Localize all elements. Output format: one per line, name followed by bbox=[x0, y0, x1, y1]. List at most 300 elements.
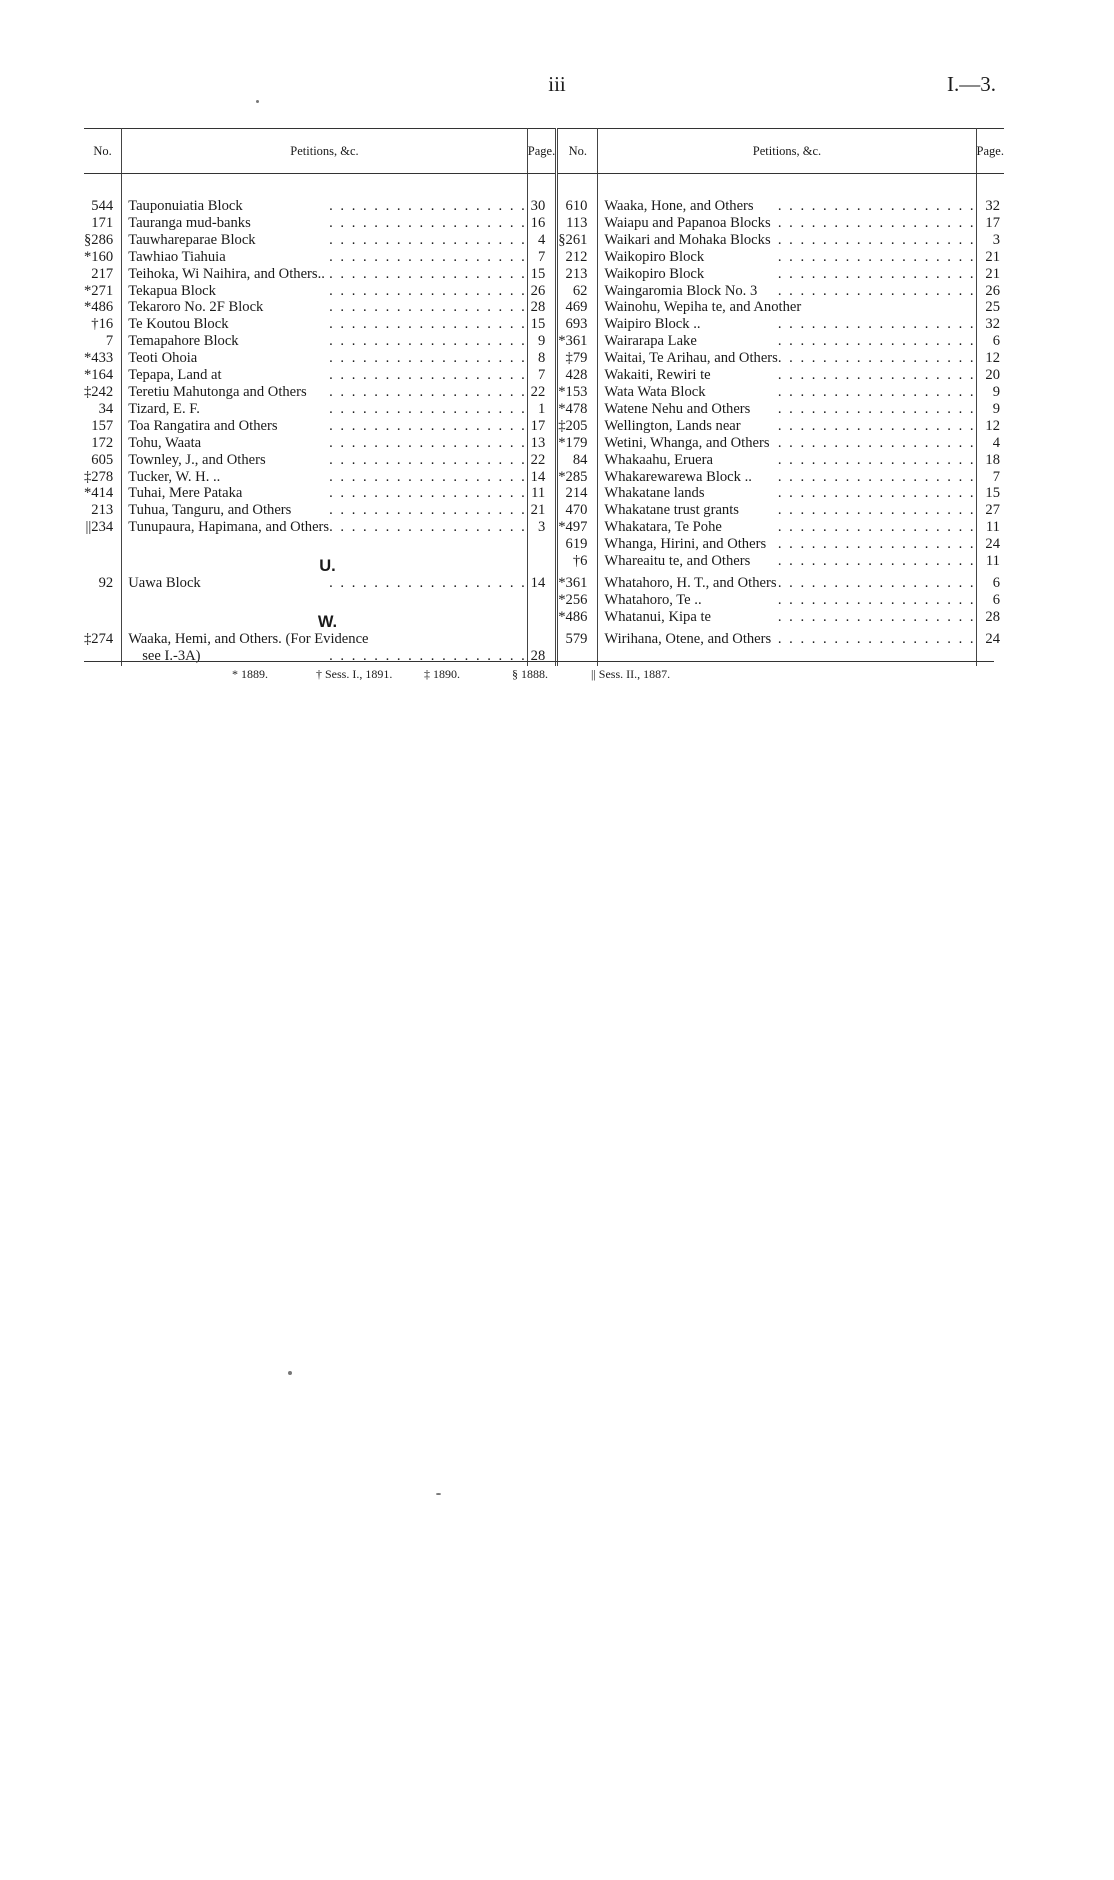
table-row bbox=[84, 249, 1004, 266]
table-row bbox=[84, 631, 1004, 648]
dot-leader: . . . . . . . . . . . . . . . . . . bbox=[777, 400, 976, 417]
entry-title: Tohu, Waata bbox=[128, 434, 202, 451]
entry-number: ‡242 bbox=[84, 384, 122, 401]
entry-title: Waingaromia Block No. 3 bbox=[604, 282, 758, 299]
table-row bbox=[84, 266, 1004, 283]
entry-title: Whatahoro, Te .. bbox=[604, 591, 702, 608]
entry-petition bbox=[122, 266, 528, 283]
entry-line bbox=[604, 609, 975, 626]
entry-number: *164 bbox=[84, 367, 122, 384]
entry-petition bbox=[598, 174, 976, 215]
entry-petition bbox=[122, 333, 528, 350]
table-row bbox=[84, 435, 1004, 452]
entry-line bbox=[604, 553, 975, 570]
entry-title: Teoti Ohoia bbox=[128, 350, 198, 367]
entry-line bbox=[128, 249, 527, 266]
entry-title: Tucker, W. H. .. bbox=[128, 468, 221, 485]
entry-page: 21 bbox=[985, 248, 1000, 265]
dot-leader: . . . . . . . . . . . . . . . . . . bbox=[777, 574, 976, 591]
footnote: || Sess. II., 1887. bbox=[591, 667, 671, 681]
entry-petition bbox=[598, 519, 976, 536]
entry-line bbox=[604, 215, 975, 232]
entry-line bbox=[604, 350, 975, 367]
entry-number: *478 bbox=[557, 401, 598, 418]
entry-line bbox=[128, 452, 527, 469]
entry-number: 544 bbox=[84, 174, 122, 215]
dot-leader: . . . . . . . . . . . . . . . . . . bbox=[777, 502, 976, 519]
entry-number: †6 bbox=[557, 553, 598, 575]
entry-title: Tauponuiatia Block bbox=[128, 198, 243, 214]
entry-line bbox=[128, 299, 527, 316]
entry-petition bbox=[598, 249, 976, 266]
entry-page: 11 bbox=[985, 519, 1000, 536]
entry-number: *414 bbox=[84, 485, 122, 502]
entry-petition bbox=[122, 283, 528, 300]
entry-petition bbox=[598, 266, 976, 283]
entry-line bbox=[128, 316, 527, 333]
page-number: iii bbox=[548, 72, 566, 96]
entry-line bbox=[604, 502, 975, 519]
entry-line bbox=[604, 384, 975, 401]
entry-petition bbox=[122, 232, 528, 249]
entry-petition bbox=[598, 367, 976, 384]
entry-number: 7 bbox=[84, 333, 122, 350]
entry-number: 214 bbox=[557, 485, 598, 502]
entry-number: 212 bbox=[557, 249, 598, 266]
entry-number: 610 bbox=[557, 174, 598, 215]
entry-page: 21 bbox=[985, 265, 1000, 282]
entry-number: 62 bbox=[557, 283, 598, 300]
entry-title: Tekaroro No. 2F Block bbox=[128, 299, 264, 316]
entry-line bbox=[604, 536, 975, 553]
entry-page bbox=[527, 631, 556, 648]
entry-line bbox=[128, 266, 527, 283]
entry-number: 470 bbox=[557, 502, 598, 519]
entry-line bbox=[128, 575, 527, 592]
entry-line bbox=[128, 469, 527, 486]
entry-title: Tepapa, Land at bbox=[128, 367, 222, 384]
entry-title: Whakatane lands bbox=[604, 485, 705, 502]
dot-leader: . . . . . . . . . . . . . . . . . . bbox=[777, 333, 976, 350]
entry-line bbox=[604, 333, 975, 350]
entry-page bbox=[527, 553, 556, 575]
entry-petition bbox=[122, 631, 528, 648]
entry-number bbox=[84, 536, 122, 553]
entry-number: ‡79 bbox=[557, 350, 598, 367]
entry-number: *285 bbox=[557, 469, 598, 486]
entry-petition bbox=[598, 418, 976, 435]
entry-petition bbox=[598, 384, 976, 401]
entry-title: Waiapu and Papanoa Blocks bbox=[604, 214, 771, 231]
entry-title: Whakatara, Te Pohe bbox=[604, 519, 722, 536]
entry-title: Whatanui, Kipa te bbox=[604, 608, 711, 625]
entry-page: 30 bbox=[527, 174, 556, 215]
entry-page: 3 bbox=[527, 519, 556, 536]
table-row bbox=[84, 485, 1004, 502]
table-row bbox=[84, 519, 1004, 536]
entry-page: 6 bbox=[992, 591, 1000, 608]
dot-leader: . . . . . . . . . . . . . . . . . . bbox=[777, 536, 976, 553]
footnote: ‡ 1890. bbox=[424, 667, 460, 681]
header-page-left: Page. bbox=[527, 129, 556, 174]
table-row bbox=[84, 215, 1004, 232]
table-row bbox=[84, 316, 1004, 333]
entry-line bbox=[128, 198, 527, 215]
entry-number: *271 bbox=[84, 283, 122, 300]
table-row bbox=[84, 502, 1004, 519]
entry-petition bbox=[122, 485, 528, 502]
entry-petition bbox=[122, 418, 528, 435]
entry-line bbox=[604, 367, 975, 384]
table-row bbox=[84, 536, 1004, 553]
entry-line bbox=[604, 452, 975, 469]
entry-title: Wainohu, Wepiha te, and Another bbox=[604, 299, 802, 316]
entry-page: 14 bbox=[527, 575, 556, 592]
dot-leader: . . . . . . . . . . . . . . . . . . bbox=[329, 214, 527, 231]
entry-number: 605 bbox=[84, 452, 122, 469]
entry-petition bbox=[598, 575, 976, 592]
entry-title: Waikari and Mohaka Blocks bbox=[604, 231, 771, 248]
entry-petition bbox=[598, 435, 976, 452]
entry-title: Whareaitu te, and Others bbox=[604, 553, 751, 570]
entry-line bbox=[604, 631, 975, 648]
header-petitions-right: Petitions, &c. bbox=[598, 129, 976, 174]
entry-title: Teihoka, Wi Naihira, and Others.. bbox=[128, 265, 325, 282]
entry-line bbox=[128, 283, 527, 300]
dot-leader: . . . . . . . . . . . . . . . . . . bbox=[329, 367, 527, 384]
entry-number: §261 bbox=[557, 232, 598, 249]
entry-line bbox=[128, 519, 527, 536]
entry-line bbox=[128, 631, 527, 648]
dot-leader: . . . . . . . . . . . . . . . . . . bbox=[777, 591, 976, 608]
entry-number: 217 bbox=[84, 266, 122, 283]
entry-title: Whatahoro, H. T., and Others bbox=[604, 574, 777, 591]
dot-leader: . . . . . . . . . . . . . . . . . . bbox=[777, 451, 976, 468]
dot-leader: . . . . . . . . . . . . . . . . . . bbox=[777, 485, 976, 502]
dot-leader: . . . . . . . . . . . . . . . . . . bbox=[777, 198, 976, 214]
entry-number: 213 bbox=[84, 502, 122, 519]
document-code: I.—3. bbox=[947, 72, 996, 96]
entry-line bbox=[128, 350, 527, 367]
dot-leader: . . . . . . . . . . . . . . . . . . bbox=[329, 519, 527, 536]
entry-title: Tuhai, Mere Pataka bbox=[128, 485, 243, 502]
entry-page bbox=[527, 609, 556, 631]
entry-petition bbox=[598, 316, 976, 333]
entry-page: 22 bbox=[527, 452, 556, 469]
entry-petition bbox=[122, 452, 528, 469]
entry-page: 28 bbox=[527, 299, 556, 316]
dot-leader: . . . . . . . . . . . . . . . . . . bbox=[777, 608, 976, 625]
dot-leader: . . . . . . . . . . . . . . . . . . bbox=[777, 316, 976, 333]
entry-petition bbox=[122, 519, 528, 536]
entry-title: Waikopiro Block bbox=[604, 265, 705, 282]
entry-page: 6 bbox=[992, 333, 1000, 350]
entry-number: §286 bbox=[84, 232, 122, 249]
entry-page: 16 bbox=[527, 215, 556, 232]
dot-leader: . . . . . . . . . . . . . . . . . . bbox=[329, 350, 527, 367]
entry-line bbox=[604, 299, 975, 316]
entry-line bbox=[128, 215, 527, 232]
entry-petition bbox=[598, 333, 976, 350]
entry-petition bbox=[598, 299, 976, 316]
entry-number bbox=[84, 553, 122, 575]
entry-petition bbox=[122, 384, 528, 401]
entry-petition bbox=[598, 215, 976, 232]
speck-mark bbox=[288, 1371, 292, 1375]
entry-petition bbox=[122, 502, 528, 519]
entry-title: Waaka, Hone, and Others bbox=[604, 198, 754, 214]
dot-leader: . . . . . . . . . . . . . . . . . . bbox=[777, 248, 976, 265]
entry-line bbox=[604, 435, 975, 452]
table-row bbox=[84, 469, 1004, 486]
entry-page: 15 bbox=[527, 266, 556, 283]
entry-number: 213 bbox=[557, 266, 598, 283]
table-row bbox=[84, 592, 1004, 609]
entry-title: Waaka, Hemi, and Others. (For Evidence bbox=[128, 630, 369, 647]
entry-number: *256 bbox=[557, 592, 598, 609]
entry-page: 1 bbox=[527, 401, 556, 418]
entry-line bbox=[604, 485, 975, 502]
dot-leader: . . . . . . . . . . . . . . . . . . bbox=[777, 630, 976, 647]
entry-page: 17 bbox=[985, 214, 1000, 231]
entry-page: 25 bbox=[985, 299, 1000, 316]
entry-petition bbox=[598, 609, 976, 631]
section-letter: U. bbox=[122, 553, 528, 575]
dot-leader: . . . . . . . . . . . . . . . . . . bbox=[329, 451, 527, 468]
entry-title: Whakatane trust grants bbox=[604, 502, 739, 519]
dot-leader: . . . . . . . . . . . . . . . . . . bbox=[777, 434, 976, 451]
entry-page: 24 bbox=[985, 630, 1000, 647]
entry-page: 15 bbox=[527, 316, 556, 333]
entry-page: 32 bbox=[985, 198, 1000, 214]
dot-leader: . . . . . . . . . . . . . . . . . . bbox=[329, 333, 527, 350]
entry-line bbox=[128, 232, 527, 249]
entry-line bbox=[128, 384, 527, 401]
entry-line bbox=[128, 401, 527, 418]
dot-leader: . . . . . . . . . . . . . . . . . . bbox=[777, 231, 976, 248]
entry-number: 428 bbox=[557, 367, 598, 384]
entry-title: Teretiu Mahutonga and Others bbox=[128, 383, 307, 400]
entry-line bbox=[128, 502, 527, 519]
entry-title: Waitai, Te Arihau, and Others bbox=[604, 350, 778, 367]
dot-leader: . . . . . . . . . . . . . . . . . . bbox=[329, 417, 527, 434]
entry-title: Wirihana, Otene, and Others bbox=[604, 630, 772, 647]
entry-petition bbox=[122, 316, 528, 333]
entry-page: 17 bbox=[527, 418, 556, 435]
entry-petition bbox=[598, 283, 976, 300]
entry-page: 11 bbox=[985, 553, 1000, 570]
entry-number: *179 bbox=[557, 435, 598, 452]
entry-page: 7 bbox=[992, 468, 1000, 485]
header-no-right: No. bbox=[557, 129, 598, 174]
entry-petition bbox=[122, 401, 528, 418]
entry-petition bbox=[122, 469, 528, 486]
entry-petition bbox=[598, 553, 976, 575]
entry-title: Uawa Block bbox=[128, 574, 201, 591]
entry-page: 14 bbox=[527, 469, 556, 486]
entry-petition bbox=[598, 592, 976, 609]
entry-number bbox=[84, 609, 122, 631]
entry-title: Waipiro Block .. bbox=[604, 316, 701, 333]
entry-page: 8 bbox=[527, 350, 556, 367]
dot-leader: . . . . . . . . . . . . . . . . . . bbox=[329, 265, 527, 282]
entry-page: 32 bbox=[985, 316, 1000, 333]
entry-page: 28 bbox=[527, 648, 556, 667]
entry-page: 11 bbox=[527, 485, 556, 502]
entry-page bbox=[527, 536, 556, 553]
entry-title: Te Koutou Block bbox=[128, 316, 229, 333]
dot-leader: . . . . . . . . . . . . . . . . . . bbox=[329, 502, 527, 519]
dot-leader: . . . . . . . . . . . . . . . . . . bbox=[777, 417, 976, 434]
table-row bbox=[84, 401, 1004, 418]
dot-leader: . . . . . . . . . . . . . . . . . . bbox=[777, 519, 976, 536]
entry-title: Wetini, Whanga, and Others bbox=[604, 434, 770, 451]
entry-number: *433 bbox=[84, 350, 122, 367]
footnote: § 1888. bbox=[512, 667, 548, 681]
entry-number: 469 bbox=[557, 299, 598, 316]
entry-page: 18 bbox=[985, 451, 1000, 468]
table-row bbox=[84, 333, 1004, 350]
entry-page: 20 bbox=[985, 367, 1000, 384]
entry-title: Tauranga mud-banks bbox=[128, 214, 251, 231]
footnotes bbox=[84, 661, 994, 681]
entry-petition bbox=[598, 536, 976, 553]
dot-leader: . . . . . . . . . . . . . . . . . . bbox=[329, 434, 527, 451]
entry-number: †16 bbox=[84, 316, 122, 333]
entry-number: *153 bbox=[557, 384, 598, 401]
entry-number: 693 bbox=[557, 316, 598, 333]
entry-page: 9 bbox=[527, 333, 556, 350]
dot-leader: . . . . . . . . . . . . . . . . . . bbox=[329, 316, 527, 333]
entry-number: 619 bbox=[557, 536, 598, 553]
entry-number: 171 bbox=[84, 215, 122, 232]
entry-title: Townley, J., and Others bbox=[128, 451, 266, 468]
entry-line bbox=[604, 401, 975, 418]
table-row bbox=[84, 350, 1004, 367]
entry-page: 28 bbox=[985, 608, 1000, 625]
entry-number: ‡205 bbox=[557, 418, 598, 435]
entry-page: 12 bbox=[985, 350, 1000, 367]
entry-line bbox=[604, 519, 975, 536]
entry-number: *361 bbox=[557, 575, 598, 592]
entry-line bbox=[604, 469, 975, 486]
table-row bbox=[84, 299, 1004, 316]
entry-petition bbox=[598, 452, 976, 469]
entry-title: Tizard, E. F. bbox=[128, 400, 200, 417]
dot-leader: . . . . . . . . . . . . . . . . . . bbox=[329, 400, 527, 417]
entry-number: 172 bbox=[84, 435, 122, 452]
entry-title: Tawhiao Tiahuia bbox=[128, 248, 226, 265]
entry-line bbox=[604, 418, 975, 435]
entry-page: 7 bbox=[527, 249, 556, 266]
entry-petition bbox=[598, 502, 976, 519]
entry-number: ‡274 bbox=[84, 631, 122, 648]
entry-line bbox=[604, 316, 975, 333]
entry-number: 92 bbox=[84, 575, 122, 592]
entry-petition bbox=[122, 435, 528, 452]
dot-leader: . . . . . . . . . . . . . . . . . . bbox=[777, 282, 976, 299]
entry-line bbox=[604, 249, 975, 266]
entry-line bbox=[128, 367, 527, 384]
entry-petition bbox=[598, 401, 976, 418]
entry-page: 4 bbox=[527, 232, 556, 249]
entry-page: 26 bbox=[527, 283, 556, 300]
section-letter: W. bbox=[122, 609, 528, 631]
dot-leader: . . . . . . . . . . . . . . . . . . bbox=[777, 468, 976, 485]
entry-petition bbox=[122, 174, 528, 215]
table-row bbox=[84, 174, 1004, 215]
entry-petition bbox=[122, 575, 528, 592]
entry-line bbox=[128, 333, 527, 350]
dot-leader: . . . . . . . . . . . . . . . . . . bbox=[329, 198, 527, 214]
entry-line bbox=[128, 435, 527, 452]
header-petitions-left: Petitions, &c. bbox=[122, 129, 528, 174]
entry-line bbox=[604, 283, 975, 300]
entry-title: Tauwhareparae Block bbox=[128, 231, 256, 248]
table-row bbox=[84, 232, 1004, 249]
entry-number: *486 bbox=[84, 299, 122, 316]
table-row bbox=[84, 283, 1004, 300]
header-no-left: No. bbox=[84, 129, 122, 174]
footnote: * 1889. bbox=[232, 667, 268, 681]
entry-petition bbox=[122, 367, 528, 384]
dot-leader: . . . . . . . . . . . . . . . . . . bbox=[329, 468, 527, 485]
dot-leader: . . . . . . . . . . . . . . . . . . bbox=[329, 574, 527, 591]
entry-page: 26 bbox=[985, 282, 1000, 299]
entry-title: Whanga, Hirini, and Others bbox=[604, 536, 767, 553]
speck-mark bbox=[256, 100, 259, 103]
dot-leader: . . . . . . . . . . . . . . . . . . bbox=[777, 367, 976, 384]
entry-petition bbox=[598, 469, 976, 486]
entry-number: 113 bbox=[557, 215, 598, 232]
dot-leader: . . . . . . . . . . . . . . . . . . bbox=[777, 265, 976, 282]
dot-leader: . . . . . . . . . . . . . . . . . . bbox=[329, 647, 527, 664]
entry-page: 7 bbox=[527, 367, 556, 384]
entry-page: 4 bbox=[992, 434, 1000, 451]
entry-petition bbox=[598, 350, 976, 367]
table-row bbox=[84, 384, 1004, 401]
dot-leader: . . . . . . . . . . . . . . . . . . bbox=[329, 485, 527, 502]
entry-title: Watene Nehu and Others bbox=[604, 400, 751, 417]
entry-title: Wellington, Lands near bbox=[604, 417, 741, 434]
dot-leader: . . . . . . . . . . . . . . . . . . bbox=[777, 214, 976, 231]
entry-petition bbox=[598, 232, 976, 249]
dot-leader: . . . . . . . . . . . . . . . . . . bbox=[329, 282, 527, 299]
entry-title: Waikopiro Block bbox=[604, 248, 705, 265]
entry-number: *160 bbox=[84, 249, 122, 266]
entry-title: Toa Rangatira and Others bbox=[128, 417, 278, 434]
entry-number: ‡278 bbox=[84, 469, 122, 486]
entry-title: see I.-3A) bbox=[142, 647, 201, 664]
entry-number: 579 bbox=[557, 631, 598, 648]
entry-page: 9 bbox=[992, 400, 1000, 417]
entry-petition bbox=[122, 350, 528, 367]
table-row bbox=[84, 418, 1004, 435]
entry-title: Temapahore Block bbox=[128, 333, 239, 350]
entry-petition bbox=[122, 249, 528, 266]
entry-line bbox=[128, 485, 527, 502]
footnote: † Sess. I., 1891. bbox=[316, 667, 393, 681]
entry-number bbox=[84, 592, 122, 609]
petitions-index-table bbox=[84, 128, 1004, 666]
table-row bbox=[84, 609, 1004, 631]
dot-leader: . . . . . . . . . . . . . . . . . . bbox=[329, 248, 527, 265]
entry-title: Wairarapa Lake bbox=[604, 333, 697, 350]
entry-page bbox=[527, 592, 556, 609]
entry-petition bbox=[122, 592, 528, 609]
entry-line bbox=[604, 232, 975, 249]
entry-page: 22 bbox=[527, 384, 556, 401]
